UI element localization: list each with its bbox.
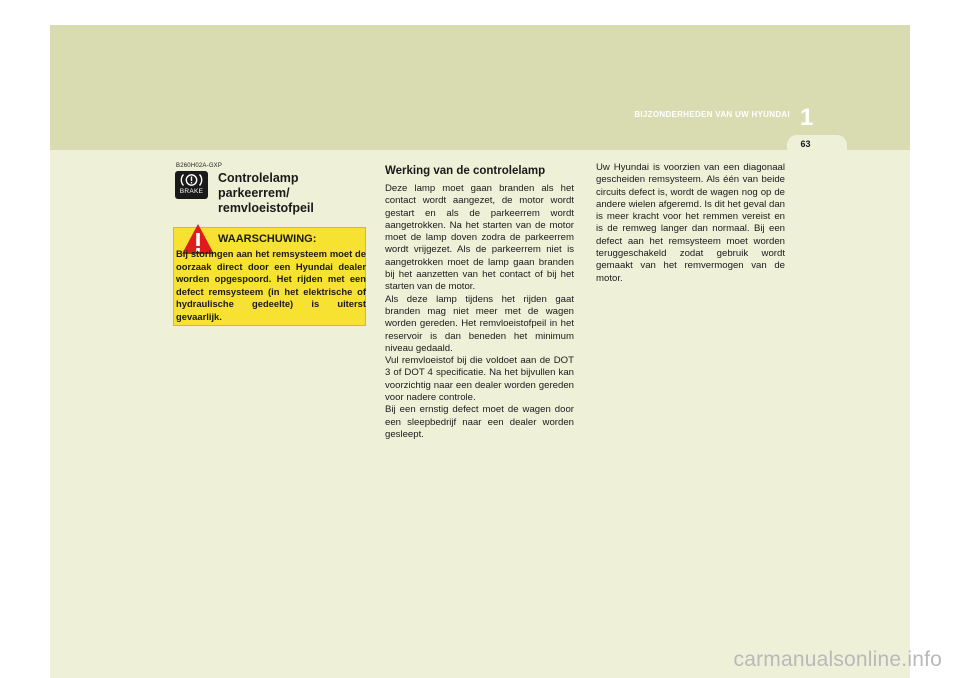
column2-paragraph: Bij een ernstig defect moet de wagen door een sleepbedrijf naar een dealer worden gesleept. — [385, 404, 574, 440]
column2-body — [385, 183, 574, 441]
warning-box — [173, 227, 366, 326]
brake-icon-label: BRAKE — [179, 188, 204, 195]
watermark-link[interactable]: carmanualsonline.info — [733, 648, 942, 671]
column2-paragraph: Vul remvloeistof bij die voldoet aan de DOT 3 of DOT 4 specificatie. Na het bijvullen kan voorzichtig naar een dealer worden gereden voor nadere controle. — [385, 355, 574, 404]
column2-paragraph: Deze lamp moet gaan branden als het contact wordt aangezet, de motor wordt gestart en als de parkeerrem wordt aangetrokken. Na het starten van de motor moet de lamp doven zodra de parkeerrem wordt vrijgezet. Als de parkeerrem niet is aangetrokken moet de lamp gaan branden bij het aanzetten van het contact of bij het starten van de motor. — [385, 183, 574, 293]
chapter-title: BIJZONDERHEDEN VAN UW HYUNDAI — [634, 110, 790, 119]
column2-heading: Werking van de controlelamp — [385, 165, 546, 177]
column3-body — [596, 162, 785, 285]
page-number: 63 — [800, 139, 811, 149]
column3-paragraph: Uw Hyundai is voorzien van een diagonaal gescheiden remsysteem. Als één van beide circuits defect is, wordt de wagen nog op de andere wielen afgeremd. Is dit het geval dan is meer kracht voor het remmen vereist en is de remweg langer dan normaal. Bij een defect aan het remsysteem moet worden teruggeschakeld zodat gebruik wordt gemaakt van het remvermogen van de motor. — [596, 162, 785, 284]
warning-title: WAARSCHUWING: — [218, 233, 317, 245]
section-code: B260H02A-GXP — [176, 163, 223, 169]
header-band — [50, 25, 910, 150]
chapter-number: 1 — [800, 104, 814, 131]
brake-warning-icon — [175, 171, 208, 199]
column2-paragraph: Als deze lamp tijdens het rijden gaat branden mag niet meer met de wagen worden gereden. Het remvloeistofpeil in het reservoir is dan beneden het minimum niveau gedaald. — [385, 293, 574, 354]
section-title: Controlelamp parkeerrem/ remvloeistofpeil — [218, 171, 314, 215]
warning-text: Bij storingen aan het remsysteem moet de oorzaak direct door een Hyundai dealer worden opgespoord. Het rijden met een defect remsysteem (in het elektrische of hydraulische gedeelte) is uiterst gevaarlijk. — [176, 248, 366, 322]
